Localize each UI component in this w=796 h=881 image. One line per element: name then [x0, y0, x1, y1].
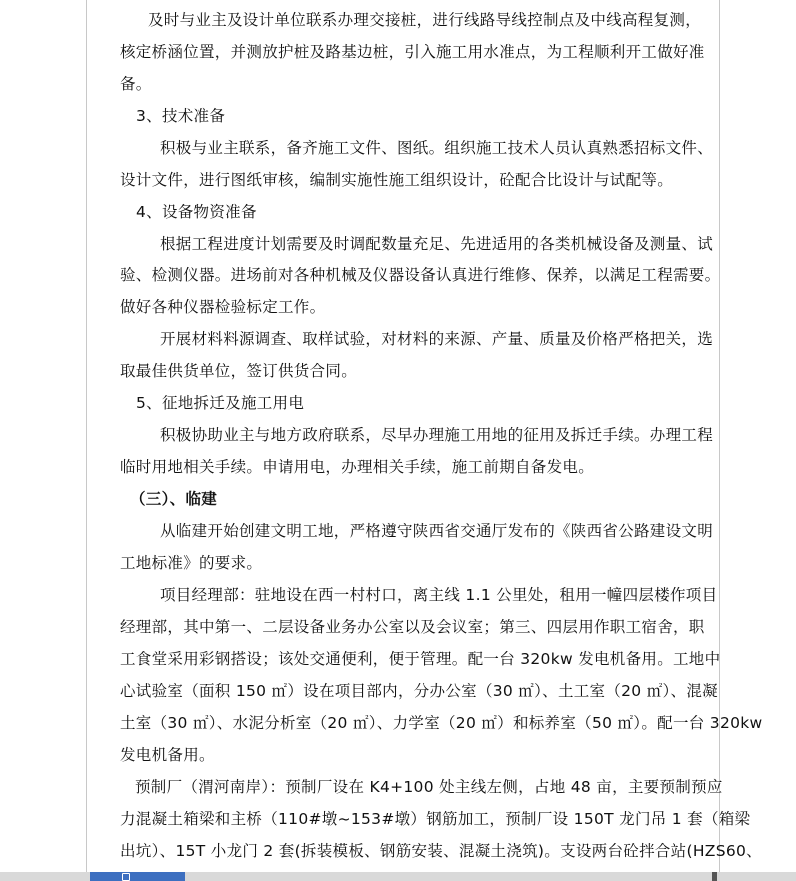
- section-heading-linjian: （三）、临建: [130, 490, 218, 508]
- text-line-10: 做好各种仪器检验标定工作。: [120, 298, 326, 316]
- section-heading-3: 3、技术准备: [136, 107, 226, 125]
- text-line-27: 出坑）、15T 小龙门 2 套(拆装模板、钢筋安装、混凝土浇筑)。支设两台砼拌合站(HZS60、: [120, 842, 762, 860]
- text-line-3: 备。: [120, 75, 152, 93]
- text-line-26: 力混凝土箱梁和主桥（110#墩~153#墩）钢筋加工，预制厂设 150T 龙门吊 1 套（箱梁: [120, 810, 751, 828]
- text-line-1: 及时与业主及设计单位联系办理交接桩，进行线路导线控制点及中线高程复测，: [148, 11, 702, 29]
- text-line-19: 项目经理部：驻地设在西一村村口，离主线 1.1 公里处，租用一幢四层楼作项目: [160, 586, 718, 604]
- text-line-20: 经理部，其中第一、二层设备业务办公室以及会议室；第三、四层用作职工宿舍，职: [120, 618, 705, 636]
- scroll-end-marker: [712, 872, 717, 881]
- section-heading-4: 4、设备物资准备: [136, 203, 257, 221]
- text-line-21: 工食堂采用彩钢搭设；该处交通便利，便于管理。配一台 320kw 发电机备用。工地中: [120, 650, 721, 668]
- section-heading-5: 5、征地拆迁及施工用电: [136, 394, 305, 412]
- right-margin-rule: [719, 0, 720, 872]
- text-line-23: 土室（30 ㎡）、水泥分析室（20 ㎡）、力学室（20 ㎡）和标养室（50 ㎡）。配一台 320kw: [120, 714, 763, 732]
- text-line-22: 心试验室（面积 150 ㎡）设在项目部内，分办公室（30 ㎡）、土工室（20 ㎡）、混凝: [120, 682, 718, 700]
- text-line-15: 临时用地相关手续。申请用电，办理相关手续，施工前期自备发电。: [120, 458, 595, 476]
- text-line-9: 验、检测仪器。进场前对各种机械及仪器设备认真进行维修、保养，以满足工程需要。: [120, 266, 721, 284]
- tab-marker-icon: [122, 873, 130, 881]
- text-line-12: 取最佳供货单位，签订供货合同。: [120, 362, 358, 380]
- text-line-17: 从临建开始创建文明工地，严格遵守陕西省交通厅发布的《陕西省公路建设文明: [160, 522, 714, 540]
- text-line-8: 根据工程进度计划需要及时调配数量充足、先进适用的各类机械设备及测量、试: [160, 235, 714, 253]
- text-line-5: 积极与业主联系，备齐施工文件、图纸。组织施工技术人员认真熟悉招标文件、: [160, 139, 714, 157]
- text-line-6: 设计文件，进行图纸审核，编制实施性施工组织设计，砼配合比设计与试配等。: [120, 171, 674, 189]
- text-line-24: 发电机备用。: [120, 746, 215, 764]
- text-line-25: 预制厂（渭河南岸）：预制厂设在 K4+100 处主线左侧，占地 48 亩，主要预制预应: [135, 778, 723, 796]
- bottom-tab[interactable]: [90, 872, 185, 881]
- text-line-11: 开展材料料源调查、取样试验，对材料的来源、产量、质量及价格严格把关，选: [160, 330, 714, 348]
- text-line-2: 核定桥涵位置，并测放护桩及路基边桩，引入施工用水准点，为工程顺利开工做好准: [120, 43, 705, 61]
- text-line-14: 积极协助业主与地方政府联系，尽早办理施工用地的征用及拆迁手续。办理工程: [160, 426, 714, 444]
- left-margin-rule: [86, 0, 87, 872]
- text-line-18: 工地标准》的要求。: [120, 554, 263, 572]
